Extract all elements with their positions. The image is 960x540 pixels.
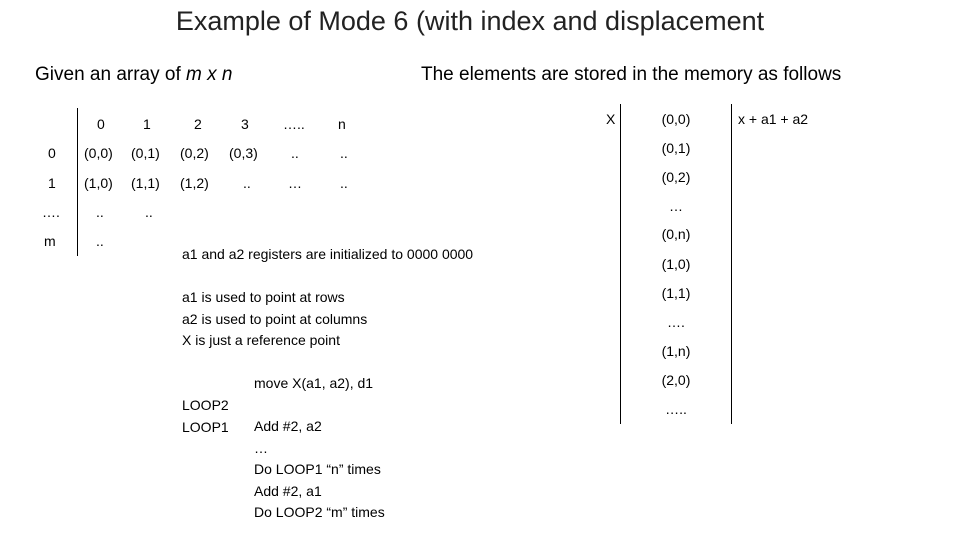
code-instructions: [254, 416, 385, 524]
array-cell: (0,0): [84, 145, 113, 161]
code-label: LOOP1: [182, 418, 229, 435]
explain-line: X is just a reference point: [182, 332, 340, 348]
explain-line: a1 is used to point at rows: [182, 289, 345, 305]
explain-block: [182, 287, 367, 352]
array-col-header: …..: [283, 116, 305, 132]
array-cell: ..: [340, 145, 348, 161]
array-grid: [22, 108, 382, 258]
code-move-instruction: move X(a1, a2), d1: [254, 375, 374, 391]
array-row-header: ….: [42, 204, 60, 220]
memory-cell: …..: [665, 401, 687, 417]
code-labels: [182, 395, 229, 438]
array-col-header: 3: [241, 116, 249, 132]
memory-cell: (1,0): [661, 256, 691, 272]
array-row-header: 0: [48, 145, 56, 161]
memory-x-label: X: [606, 111, 616, 127]
code-line: Add #2, a2: [254, 418, 322, 434]
array-col-header: 1: [143, 116, 151, 132]
memory-cell: (1,1): [661, 285, 691, 301]
array-cell: (0,1): [131, 145, 160, 161]
array-cell: ..: [145, 204, 153, 220]
memory-cell: ….: [667, 314, 685, 330]
address-formula: x + a1 + a2: [738, 111, 809, 127]
array-dimensions: m x n: [186, 64, 233, 85]
array-row-header: 1: [48, 175, 56, 191]
array-description-prefix: Given an array of: [35, 64, 187, 85]
array-cell: ..: [243, 175, 251, 191]
slide-title: Example of Mode 6 (with index and displacement: [175, 6, 765, 36]
array-row-header: m: [44, 233, 56, 249]
array-cell: (1,1): [131, 175, 160, 191]
array-cell: …: [288, 175, 302, 191]
code-line: Do LOOP1 “n” times: [254, 461, 381, 477]
init-note: a1 and a2 registers are initialized to 0000 0000: [182, 246, 474, 262]
memory-heading: The elements are stored in the memory as follows: [421, 64, 842, 85]
array-cell: (1,2): [180, 175, 209, 191]
code-line: Add #2, a1: [254, 482, 322, 499]
array-col-header: 2: [194, 116, 202, 132]
array-description: [35, 64, 232, 86]
memory-column: [620, 104, 732, 424]
memory-cell: (0,0): [661, 111, 691, 127]
array-row-divider: [77, 108, 78, 256]
code-line: …: [254, 439, 268, 456]
memory-cell: (0,1): [661, 140, 691, 156]
array-col-header: 0: [97, 116, 105, 132]
array-cell: (0,3): [229, 145, 258, 161]
explain-line: a2 is used to point at columns: [182, 310, 368, 327]
array-cell: ..: [96, 233, 104, 249]
array-cell: ..: [340, 175, 348, 191]
memory-cell: (2,0): [661, 372, 691, 388]
memory-cell: (1,n): [661, 343, 691, 359]
array-col-header: n: [338, 116, 346, 132]
array-cell: ..: [96, 204, 104, 220]
memory-cell: (0,2): [661, 169, 691, 185]
array-cell: ..: [291, 145, 299, 161]
code-label: LOOP2: [182, 397, 229, 413]
code-line: Do LOOP2 “m” times: [254, 504, 385, 520]
array-cell: (0,2): [180, 145, 209, 161]
memory-cell: (0,n): [661, 226, 691, 242]
array-cell: (1,0): [84, 175, 113, 191]
memory-cell: …: [669, 198, 683, 214]
